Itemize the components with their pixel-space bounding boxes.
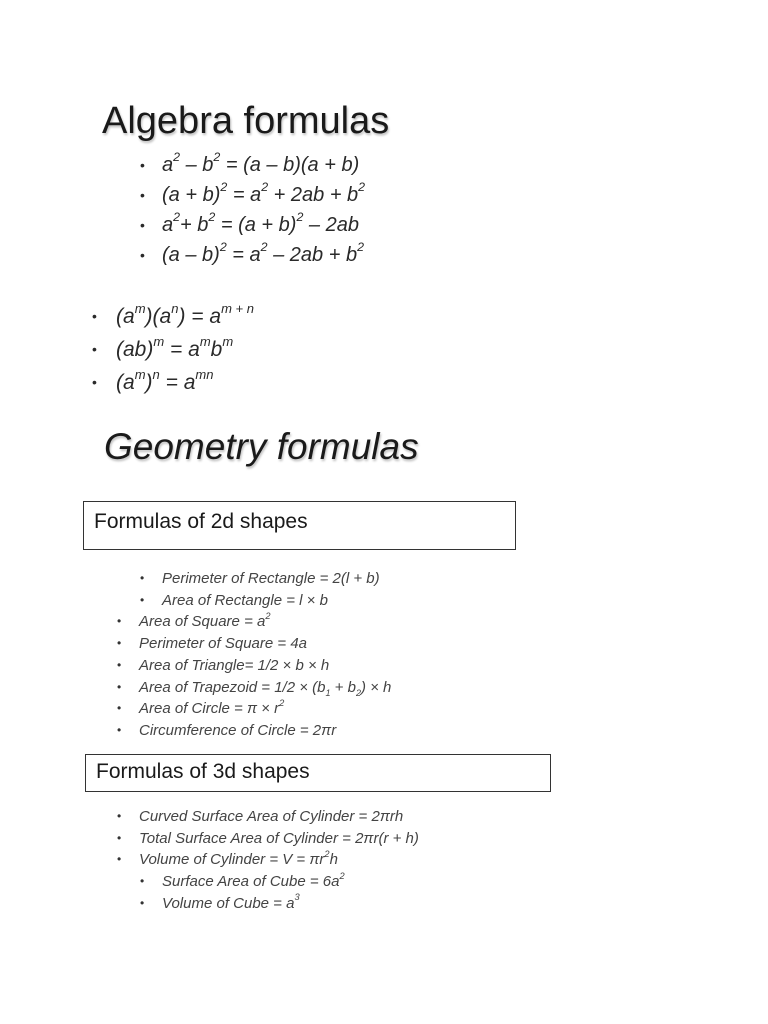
formula-text: + b [180,214,209,236]
superscript: 2 [173,150,181,165]
formula-text: – 2ab + b [267,244,358,266]
box-2d-label: Formulas of 2d shapes [94,510,308,533]
formula-text: a [162,154,174,176]
exponent-rules-list [92,300,254,399]
superscript: 2 [265,611,271,621]
formula-text: (a [116,305,135,328]
formula-text: (ab) [116,338,154,361]
algebra-identities-list [140,150,366,270]
superscript: m [153,334,165,350]
bullet-icon: • [117,657,122,672]
bullet-icon: • [117,852,122,867]
formula-text: = a [159,371,196,394]
shapes-2d-list-indented [140,568,380,611]
bullet-icon: • [140,217,145,233]
identity-item [140,240,365,270]
exponent-item [92,333,254,366]
identity-item [140,150,365,180]
identity-item [140,180,366,210]
superscript: 2 [358,180,366,195]
superscript: m [134,367,146,383]
subscript: 1 [325,687,331,698]
formula-text: – b [180,154,214,176]
superscript: n [171,301,179,317]
formula-text: h [329,851,338,869]
formula-text: = (a + b) [215,214,297,236]
bullet-icon: • [92,374,97,390]
bullet-icon: • [117,830,122,845]
formula-text: Volume of Cylinder = V = πr [139,851,325,869]
formula-text: Perimeter of Square = 4a [139,635,308,653]
bullet-icon: • [140,157,145,173]
list-item [117,677,392,699]
list-item [117,611,391,633]
superscript: 2 [339,870,345,881]
bullet-icon: • [92,308,97,324]
superscript: 2 [173,210,181,225]
formula-text: + b [330,678,356,696]
superscript: 3 [294,892,300,903]
list-item [117,633,391,655]
superscript: mn [195,367,214,383]
shapes-3d-list-indented [140,870,345,914]
subscript: 2 [355,687,361,698]
superscript: 2 [213,150,221,165]
formula-text: – 2ab [303,214,359,236]
formula-text: Area of Trapezoid = 1/2 × (b [139,678,326,696]
list-item [140,892,345,915]
list-item [140,590,380,612]
box-3d-shapes [85,754,551,792]
formula-text: Total Surface Area of Cylinder = 2πr(r + h) [139,829,419,847]
list-item [117,828,419,850]
list-item [140,870,345,893]
list-item [117,720,391,742]
list-item [117,849,419,871]
exponent-item [92,300,254,333]
bullet-icon: • [117,701,122,716]
bullet-icon: • [117,636,122,651]
box-2d-shapes [83,501,516,550]
bullet-icon: • [140,592,145,607]
bullet-icon: • [117,614,122,629]
superscript: 2 [208,210,216,225]
formula-text: (a + b) [162,184,221,206]
list-item [117,655,391,677]
formula-text: Circumference of Circle = 2πr [139,721,337,739]
superscript: 2 [260,240,268,255]
formula-text: Area of Triangle= 1/2 × b × h [139,656,330,674]
bullet-icon: • [117,679,122,694]
formula-text: = (a – b)(a + b) [220,154,360,176]
bullet-icon: • [140,571,145,585]
formula-text: = a [227,184,262,206]
bullet-icon: • [140,874,145,888]
superscript: 2 [261,180,269,195]
shapes-2d-list [117,611,392,741]
formula-text: a [162,214,174,236]
superscript: 2 [357,240,364,255]
list-item [140,568,380,590]
superscript: m [134,301,146,317]
list-item [117,806,419,828]
geometry-title: Geometry formulas [104,426,419,467]
exponent-item [92,366,254,399]
superscript: 2 [220,180,228,195]
formula-text: b [210,338,223,361]
formula-text: Surface Area of Cube = 6a [162,873,340,890]
formula-text: Volume of Cube = a [162,894,295,912]
identity-item [140,210,365,240]
bullet-icon: • [117,809,122,823]
formula-text: ) × h [360,678,392,696]
shapes-3d-list [117,806,419,871]
formula-text: Perimeter of Rectangle = 2(l + b) [162,570,380,587]
algebra-title: Algebra formulas [102,100,390,142]
bullet-icon: • [140,187,145,203]
formula-text: (a [116,371,135,394]
formula-text: Area of Square = a [139,613,266,631]
superscript: 2 [219,240,227,255]
superscript: n [152,367,160,383]
bullet-icon: • [140,247,145,263]
superscript: m [222,334,234,350]
formula-text: ) [145,371,153,394]
bullet-icon: • [140,895,145,910]
formula-text: = a [164,338,200,361]
formula-text: = a [226,244,261,266]
formula-text: )(a [145,305,172,328]
formula-text: Area of Rectangle = l × b [162,591,328,609]
formula-text: + 2ab + b [268,184,359,206]
superscript: m [199,334,211,350]
formula-text: (a – b) [162,244,220,266]
superscript: 2 [279,697,285,708]
box-3d-label: Formulas of 3d shapes [96,760,310,783]
list-item [117,697,391,720]
formula-text: ) = a [178,305,222,328]
formula-text: Curved Surface Area of Cylinder = 2πrh [139,808,404,825]
superscript: 2 [296,210,304,225]
formula-text: Area of Circle = π × r [139,700,280,718]
superscript: 2 [324,849,330,860]
bullet-icon: • [117,722,122,737]
bullet-icon: • [92,341,97,357]
superscript: m + n [221,301,254,317]
